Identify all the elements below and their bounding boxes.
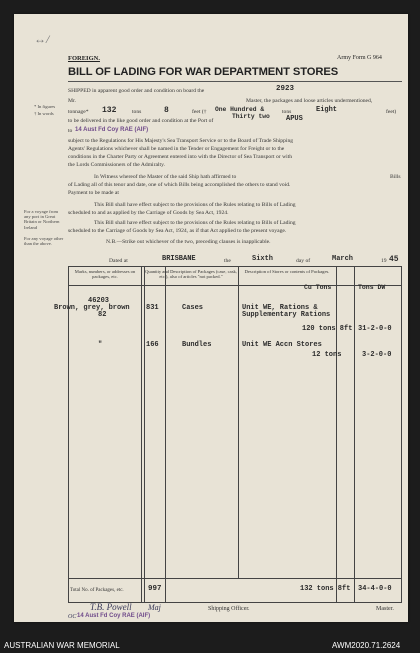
feet-label: feet († [192, 109, 207, 115]
para1-line3: conditions in the Charter Party or Agreement entered into with the Director of Sea Transport or with [68, 154, 293, 160]
dated-place: BRISBANE [162, 255, 196, 263]
total-tons-dw: 34-4-0-0 [358, 585, 392, 593]
dated-the: the [224, 258, 231, 264]
feet-words: Eight [316, 106, 338, 114]
corner-mark: ↔/ [34, 32, 50, 46]
officer-signature: T.B. Powell [90, 602, 132, 612]
caption-institution: AUSTRALIAN WAR MEMORIAL [4, 641, 120, 650]
dated-month: March [332, 255, 354, 263]
total-cu-tons: 132 tons 8ft [300, 585, 351, 593]
title-rule [68, 81, 402, 82]
dated-label: Dated at [109, 258, 128, 264]
port-name: APUS [286, 115, 303, 123]
para1-line4: the Lords Commissioners of the Admiralty. [68, 162, 165, 168]
master-label: Master. [376, 606, 394, 612]
to-label: to [68, 128, 73, 134]
para4-line2: scheduled to the Carriage of Goods by Sea Act, 1924, as if that Act applied to the present voyage. [68, 228, 287, 234]
row2-tons-dw: 3-2-0-0 [362, 351, 392, 359]
tons-label-2: tons [282, 109, 292, 115]
feet-figure: 8 [164, 106, 169, 115]
unit-tons-dw: Tons DW [358, 284, 386, 291]
row1-desc-line1: Unit WE, Rations & [242, 304, 318, 312]
col-header-description: Description of Stores or contents of Packages. [244, 269, 330, 274]
dated-year: 45 [389, 255, 399, 264]
col-header-marks: Marks, numbers, or addresses on packages, etc. [74, 269, 136, 280]
table-col-rule-6 [354, 266, 355, 602]
para4-line1: This Bill shall have effect subject to the provisions of the Rules relating to Bills of Lading [94, 220, 296, 226]
feet-label-2: feet) [386, 109, 397, 115]
oc-unit-stamp: 14 Aust Fd Coy RAE (AIF) [77, 613, 151, 619]
dated-year-prefix: 19 [381, 258, 387, 264]
tons-figure: 132 [102, 106, 117, 115]
note-voyage-ports: For a voyage from any port in Great Britain or Northern Ireland [24, 209, 60, 230]
caption-accession: AWM2020.71.2624 [332, 641, 401, 650]
shipping-officer-label: Shipping Officer. [208, 606, 250, 612]
table-right-rule [401, 266, 402, 602]
document-title: BILL OF LADING FOR WAR DEPARTMENT STORES [68, 66, 339, 78]
oc-prefix: OC [68, 614, 77, 620]
note-figures: * In figures [34, 104, 56, 109]
row2-desc-line1: Unit WE Accn Stores [242, 341, 322, 349]
total-quantity: 997 [148, 585, 162, 593]
row2-package: Bundles [182, 341, 212, 349]
dated-day: Sixth [252, 255, 274, 263]
table-col-rule-5 [336, 266, 337, 602]
row1-cu-tons: 120 tons 8ft [302, 325, 353, 333]
table-col-rule-4 [238, 266, 239, 578]
deliver-text: to be delivered in the like good order and condition at the Port of [68, 118, 214, 124]
note-voyage-other: For any voyage other than the above. [24, 236, 64, 247]
dated-day-of: day of [296, 258, 311, 264]
table-col-rule-1 [141, 266, 142, 602]
row1-tons-dw: 31-2-0-0 [358, 325, 392, 333]
row2-cu-tons: 12 tons [312, 351, 342, 359]
row2-marks-ditto: " [98, 341, 103, 349]
table-header-rule [68, 285, 402, 286]
table-col-rule-2 [144, 266, 145, 602]
table-top-rule [68, 266, 402, 267]
para2-line1-end: Bills [390, 174, 401, 180]
para2-line2: of Lading all of this tenor and date, one of which Bills being accomplished the others to stand void. [68, 182, 291, 188]
para3-line2: scheduled to and as applied by the Carriage of Goods by Sea Act, 1924. [68, 210, 229, 216]
row1-package: Cases [182, 304, 204, 312]
table-total-rule [68, 578, 402, 579]
para2-line1: In Witness whereof the Master of the said Ship hath affirmed to [94, 174, 237, 180]
mr-label: Mr. [68, 98, 76, 104]
tons-words: One Hundred & [215, 106, 265, 113]
para2-line3: Payment to be made at [68, 190, 119, 196]
consignee-stamp: 14 Aust Fd Coy RAE (AIF) [75, 127, 149, 133]
tons-label: tons [132, 109, 142, 115]
row1-quantity: 831 [146, 304, 159, 312]
unit-cu-tons: Cu Tons [304, 284, 332, 291]
row1-marks-line1: 46203 [88, 297, 110, 305]
master-text: Master, the packages and loose articles undermentioned, [246, 98, 373, 104]
bill-of-lading-page [14, 14, 408, 622]
tons-words-2: Thirty two [232, 113, 270, 120]
officer-rank: Maj [148, 603, 161, 612]
total-label: Total No. of Packages, etc. [70, 588, 124, 593]
para3-line1: This Bill shall have effect subject to the provisions of the Rules relating to Bills of Lading [94, 202, 296, 208]
note-words: † In words [34, 111, 54, 116]
nb-note: N.B.—Strike out whichever of the two, preceding clauses is inapplicable. [106, 239, 271, 245]
form-number: Army Form G 964 [337, 55, 382, 61]
row1-desc-line2: Supplementary Rations [242, 311, 331, 319]
table-left-rule [68, 266, 69, 602]
col-header-quantity: Quantity and Description of Packages (case, cask, etc.), also of articles "not packed." [145, 269, 237, 280]
tonnage-label: tonnage* [68, 109, 89, 115]
row1-marks-line2: Brown, grey, brown [54, 304, 130, 312]
para1-line1: subject to the Regulations for His Majesty's Sea Transport Service or to the Board of Trade Shipping [68, 138, 294, 144]
table-col-rule-3 [165, 266, 166, 602]
row1-marks-line3: 82 [98, 311, 107, 319]
foreign-label: FOREIGN. [68, 55, 100, 62]
shipped-text: SHIPPED in apparent good order and condition on board the [68, 88, 205, 94]
para1-line2: Agents' Regulations whichever shall be named in the Tender or Engagement for Freight or to the [68, 146, 285, 152]
row2-quantity: 166 [146, 341, 159, 349]
ship-number: 2923 [276, 85, 295, 93]
